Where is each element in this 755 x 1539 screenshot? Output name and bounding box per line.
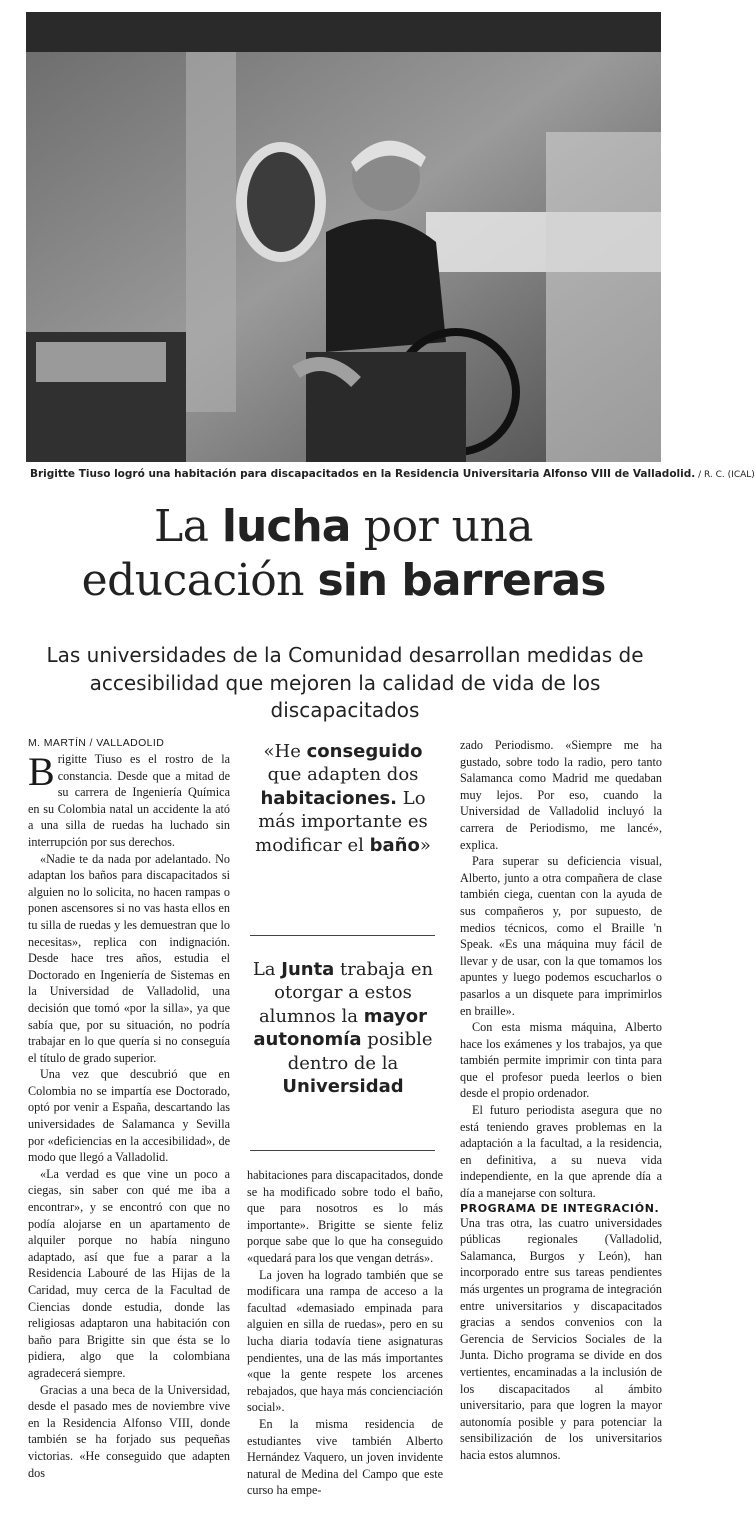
quote-text: » [419,834,431,856]
drop-cap: B [28,749,55,794]
subhead-line: Las universidades de la Comunidad desarrollan medidas de [46,643,644,667]
headline-bold: lucha [221,501,351,552]
pull-quote-1 [247,740,439,857]
paragraph: Una vez que descubrió que en Colombia no se impartía ese Doctorado, optó por venir a España, descartando las universidades de Salamanca y Sevilla por «deficiencias en la accesibilidad», de modo que llegó a Valladolid. [28,1067,230,1165]
column-3 [460,737,662,1464]
paragraph: habitaciones para discapacitados, donde se ha modificado sobre todo el baño, que para nosotros es lo más importante». Brigitte se siente feliz porque sabe que lo que ha conseguido «quedará para los que vengan detrás». [247,1168,443,1265]
quote-text: Lo más importante es modificar el [255,787,428,856]
quote-bold: conseguido [306,741,423,762]
headline-bold: sin barreras [317,554,606,606]
headline-part: La [153,501,222,552]
photo-caption [30,468,755,480]
photo-credit: / R. C. (ICAL) [695,470,755,480]
subhead-line: accesibilidad que mejoren la calidad de vida de los discapacitados [89,670,601,723]
caption-text: Brigitte Tiuso logró una habitación para discapacitados en la Residencia Universitaria Alfonso VIII de Valladolid. [30,468,696,480]
paragraph: zado Periodismo. «Siempre me ha gustado, sobre todo la radio, pero tanto Salamanca como Madrid me quedaban muy lejos. Por eso, cuando la Universidad de Valladolid incluyó la carrera de Periodismo, me lancé», explica. [460,738,662,852]
paragraph-text: rigitte Tiuso es el rostro de la constancia. Desde que a mitad de su carrera de Ingeniería Química en su Colombia natal un accidente la ató a una silla de ruedas ha luchado sin interrupción por sus derechos. [28,752,230,849]
paragraph: Una tras otra, las cuatro universidades públicas regionales (Valladolid, Salamanca, Burgos y León), han incorporado entre sus tareas pendientes más urgentes un programa de integración entre universitarios y discapacitados gracias a sendos convenios con la Gerencia de Servicios Sociales de la Junta. Dicho programa se divide en dos vertientes, encaminadas a la inclusión de los discapacitados al ámbito universitario, para que logren la mayor autonomía posible y para potenciar la sensibilización de los universitarios hacia estos alumnos. [460,1215,662,1462]
paragraph: «La verdad es que vine un poco a ciegas, sin saber con qué me iba a encontrar», y se encontró con que no podía alojarse en un apartamento de alquiler porque no había ninguno adaptado, así que fue a parar a la Residencia Labouré de las Hijas de la Caridad, muy cerca de la Facultad de Ciencias donde estudia, donde las religiosas adaptaron una habitación con baño para Brigitte sin que ésta se lo pidiera, algo que la colombiana agradecerá siempre. [28,1166,230,1380]
paragraph: Con esta misma máquina, Alberto hace los exámenes y los trabajos, ya que también permite imprimir con tinta para que el profesor pueda leerlos o bien desde el propio ordenador. [460,1020,662,1101]
paragraph: En la misma residencia de estudiantes vive también Alberto Hernández Vaquero, un joven invidente natural de Medina del Campo que este curso ha empe- [247,1416,443,1498]
quote-text: La [252,959,282,980]
article-photo [26,12,661,462]
paragraph: La joven ha logrado también que se modificara una rampa de acceso a la facultad «demasiado empinada para alguien en silla de ruedas», pero en su lucha diaria todavía tiene asignaturas pendientes, una de las más importantes «que la gente respete los arcenes rebajados, que haya más concienciación social». [247,1267,443,1415]
quote-bold: Universidad [282,1075,404,1097]
paragraph [28,751,230,851]
byline: M. MARTÍN / VALLADOLID [28,737,165,749]
quote-text: trabaja en otorgar a estos alumnos la [258,959,434,1027]
pull-quote-2 [247,958,439,1098]
paragraph: Gracias a una beca de la Universidad, desde el pasado mes de noviembre vive en la Residencia Alfonso VIII, donde también se ha forjado sus pequeñas victorias. «He conseguido que adapten dos [28,1382,230,1480]
quote-bold: Junta [281,959,335,980]
section-heading: PROGRAMA DE INTEGRACIÓN. [460,1201,660,1215]
headline-part: educación [81,554,318,606]
quote-bold: habitaciones. [260,787,398,809]
paragraph: «Nadie te da nada por adelantado. No adaptan los baños para discapacitados si alguien no lo solicita, no hacen rampas o ponen ascensores si no vas hasta ellos en tu silla de ruedas y les demuestran que lo necesitas», replica con indignación. Desde hace tres años, estudia el Doctorado en Ingeniería de Sistemas en la Universidad de Valladolid, una decisión que tomó «por la silla», ya que sabía que, por su situación, no podría trabajar en lo que quería si no conseguía el título de grado superior. [28,851,230,1065]
divider [250,1150,435,1151]
quote-text: posible dentro de la [287,1029,433,1074]
divider [250,935,435,936]
headline-part: por una [350,501,534,552]
quote-text: que adapten dos [267,764,419,786]
paragraph: El futuro periodista asegura que no está teniendo graves problemas en la adaptación a la facultad, a la residencia, en definitiva, a su nueva vida independiente, en la que aprende día a día a manejarse con soltura. [460,1103,662,1201]
headline [0,500,687,607]
column-1 [28,737,230,1481]
paragraph: Para superar su deficiencia visual, Alberto, junto a otra compañera de clase también ciega, cuentan con la ayuda de sus compañeros y, por supuesto, de medios técnicos, como el Braille 'n Speak. «Es una máquina muy fácil de llevar y de usar, con la que tomamos los apuntes y luego podemos escucharlos o pasarlos a un disquete para imprimirlos en braille». [460,854,662,1018]
quote-bold: baño [369,834,420,856]
subheadline [20,642,670,725]
quote-bold: mayor autonomía [253,1005,428,1051]
column-2 [247,1167,443,1499]
quote-text: «He [263,741,307,762]
